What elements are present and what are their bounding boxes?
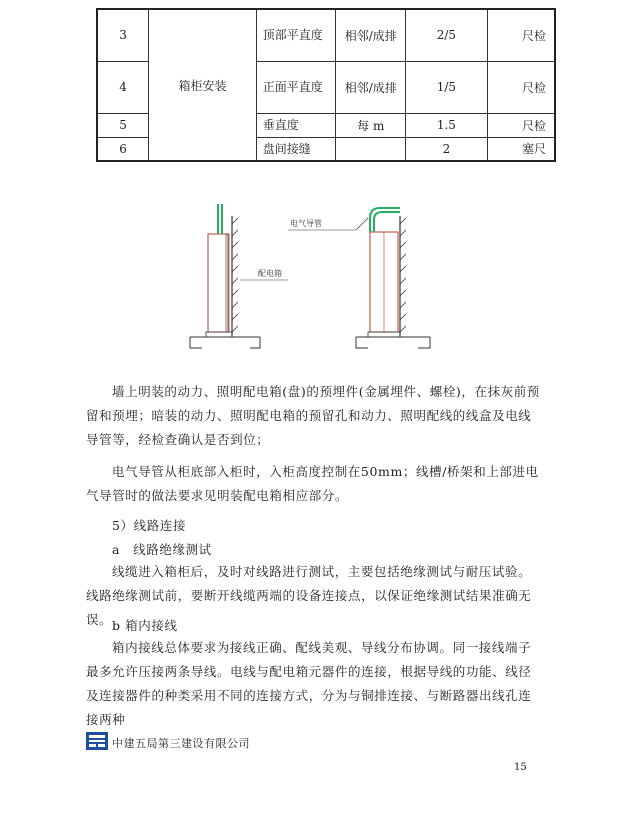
item-cell: 正面平直度	[256, 61, 336, 113]
row-number: 4	[97, 61, 149, 113]
check-cell: 相邻/成排	[336, 61, 406, 113]
subheading-insulation-test: a 线路绝缘测试	[112, 542, 212, 557]
tool-cell: 尺检	[487, 9, 555, 61]
row-number: 5	[97, 113, 149, 137]
spec-table	[96, 8, 556, 162]
check-cell	[336, 137, 406, 161]
value-cell: 2/5	[406, 9, 488, 61]
paragraph-conduit-entry: 电气导管从柜底部入柜时，入柜高度控制在50mm；线槽/桥架和上部进电气导管时的做法要求见明装配电箱相应部分。	[86, 464, 539, 503]
subheading-internal-wiring: b 箱内接线	[112, 618, 178, 633]
tool-cell: 尺检	[487, 61, 555, 113]
value-cell: 1.5	[406, 113, 488, 137]
tool-cell: 塞尺	[487, 137, 555, 161]
page-number: 15	[514, 762, 527, 773]
company-name: 中建五局第三建设有限公司	[112, 737, 250, 750]
check-cell: 相邻/成排	[336, 9, 406, 61]
row-number: 6	[97, 137, 149, 161]
check-cell: 每 m	[336, 113, 406, 137]
conduit-label: 电气导管	[290, 219, 322, 228]
value-cell: 1/5	[406, 61, 488, 113]
left-assembly	[190, 204, 260, 348]
box-label: 配电箱	[258, 269, 282, 278]
row-number: 3	[97, 9, 149, 61]
paragraph-preembed: 墙上明装的动力、照明配电箱(盘)的预埋件(金属埋件、螺栓)，在抹灰前预留和预埋；暗装的动力、照明配电箱的预留孔和动力、照明配线的线盒及电线导管等，经检查确认是否到位；	[86, 384, 541, 447]
item-cell: 垂直度	[256, 113, 336, 137]
right-assembly	[356, 208, 430, 348]
item-cell: 顶部平直度	[256, 9, 336, 61]
tool-cell: 尺检	[487, 113, 555, 137]
table-row	[97, 9, 555, 61]
paragraph-insulation-test: 线缆进入箱柜后，及时对线路进行测试，主要包括绝缘测试与耐压试验。线路绝缘测试前，要断开线缆两端的设备连接点，以保证绝缘测试结果准确无误。	[86, 564, 532, 627]
distribution-box-diagram	[180, 196, 450, 356]
section-heading-line-connection: 5）线路连接	[112, 518, 187, 533]
value-cell: 2	[406, 137, 488, 161]
company-logo	[86, 732, 108, 750]
category-cell: 箱柜安装	[149, 9, 256, 161]
paragraph-internal-wiring: 箱内接线总体要求为接线正确、配线美观、导线分布协调。同一接线端子最多允许压接两条导线。电线与配电箱元器件的连接，根据导线的功能、线径及连接器件的种类采用不同的连接方式，分为与铜排连接、与断路器出线孔连接两种	[86, 640, 532, 727]
item-cell: 盘间接缝	[256, 137, 336, 161]
